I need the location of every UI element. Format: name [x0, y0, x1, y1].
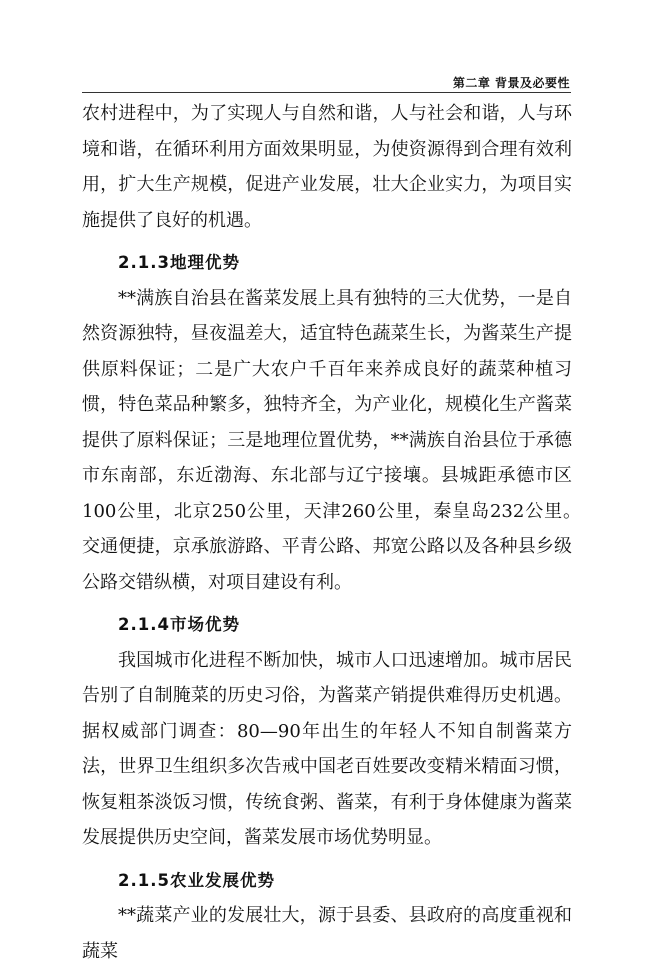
- header-divider: [82, 92, 571, 93]
- document-body: [82, 96, 590, 969]
- section-heading-market: 2.1.4市场优势: [118, 615, 240, 634]
- agriculture-paragraph: **蔬菜产业的发展壮大，源于县委、县政府的高度重视和蔬菜: [82, 905, 572, 962]
- market-paragraph: 我国城市化进程不断加快，城市人口迅速增加。城市居民告别了自制腌菜的历史习俗，为酱菜产销提供难得历史机遇。据权威部门调查：80—90年出生的年轻人不知自制酱菜方法，世界卫生组织多次告戒中国老百姓要改变精米精面习惯，恢复粗茶淡饭习惯，传统食粥、酱菜，有利于身体健康为酱菜发展提供历史空间，酱菜发展市场优势明显。: [82, 649, 572, 848]
- intro-paragraph: 农村进程中，为了实现人与自然和谐，人与社会和谐，人与环境和谐，在循环利用方面效果明显，为使资源得到合理有效利用，扩大生产规模，促进产业发展，壮大企业实力，为项目实施提供了良好的机遇。: [82, 103, 572, 231]
- section-heading-geography: 2.1.3地理优势: [118, 253, 240, 272]
- geography-paragraph: **满族自治县在酱菜发展上具有独特的三大优势，一是自然资源独特，昼夜温差大，适宜特色蔬菜生长，为酱菜生产提供原料保证；二是广大农户千百年来养成良好的蔬菜种植习惯，特色菜品种繁多，独特齐全，为产业化，规模化生产酱菜提供了原料保证；三是地理位置优势，**满族自治县位于承德市东南部，东近渤海、东北部与辽宁接壤。县城距承德市区100公里，北京250公里，天津260公里，秦皇岛232公里。 交通便捷，京承旅游路、平青公路、邦宽公路以及各种县乡级公路交错纵横，对项目建设有利。: [82, 287, 590, 593]
- chapter-header: 第二章 背景及必要性: [452, 76, 570, 90]
- section-heading-agriculture: 2.1.5农业发展优势: [118, 870, 275, 890]
